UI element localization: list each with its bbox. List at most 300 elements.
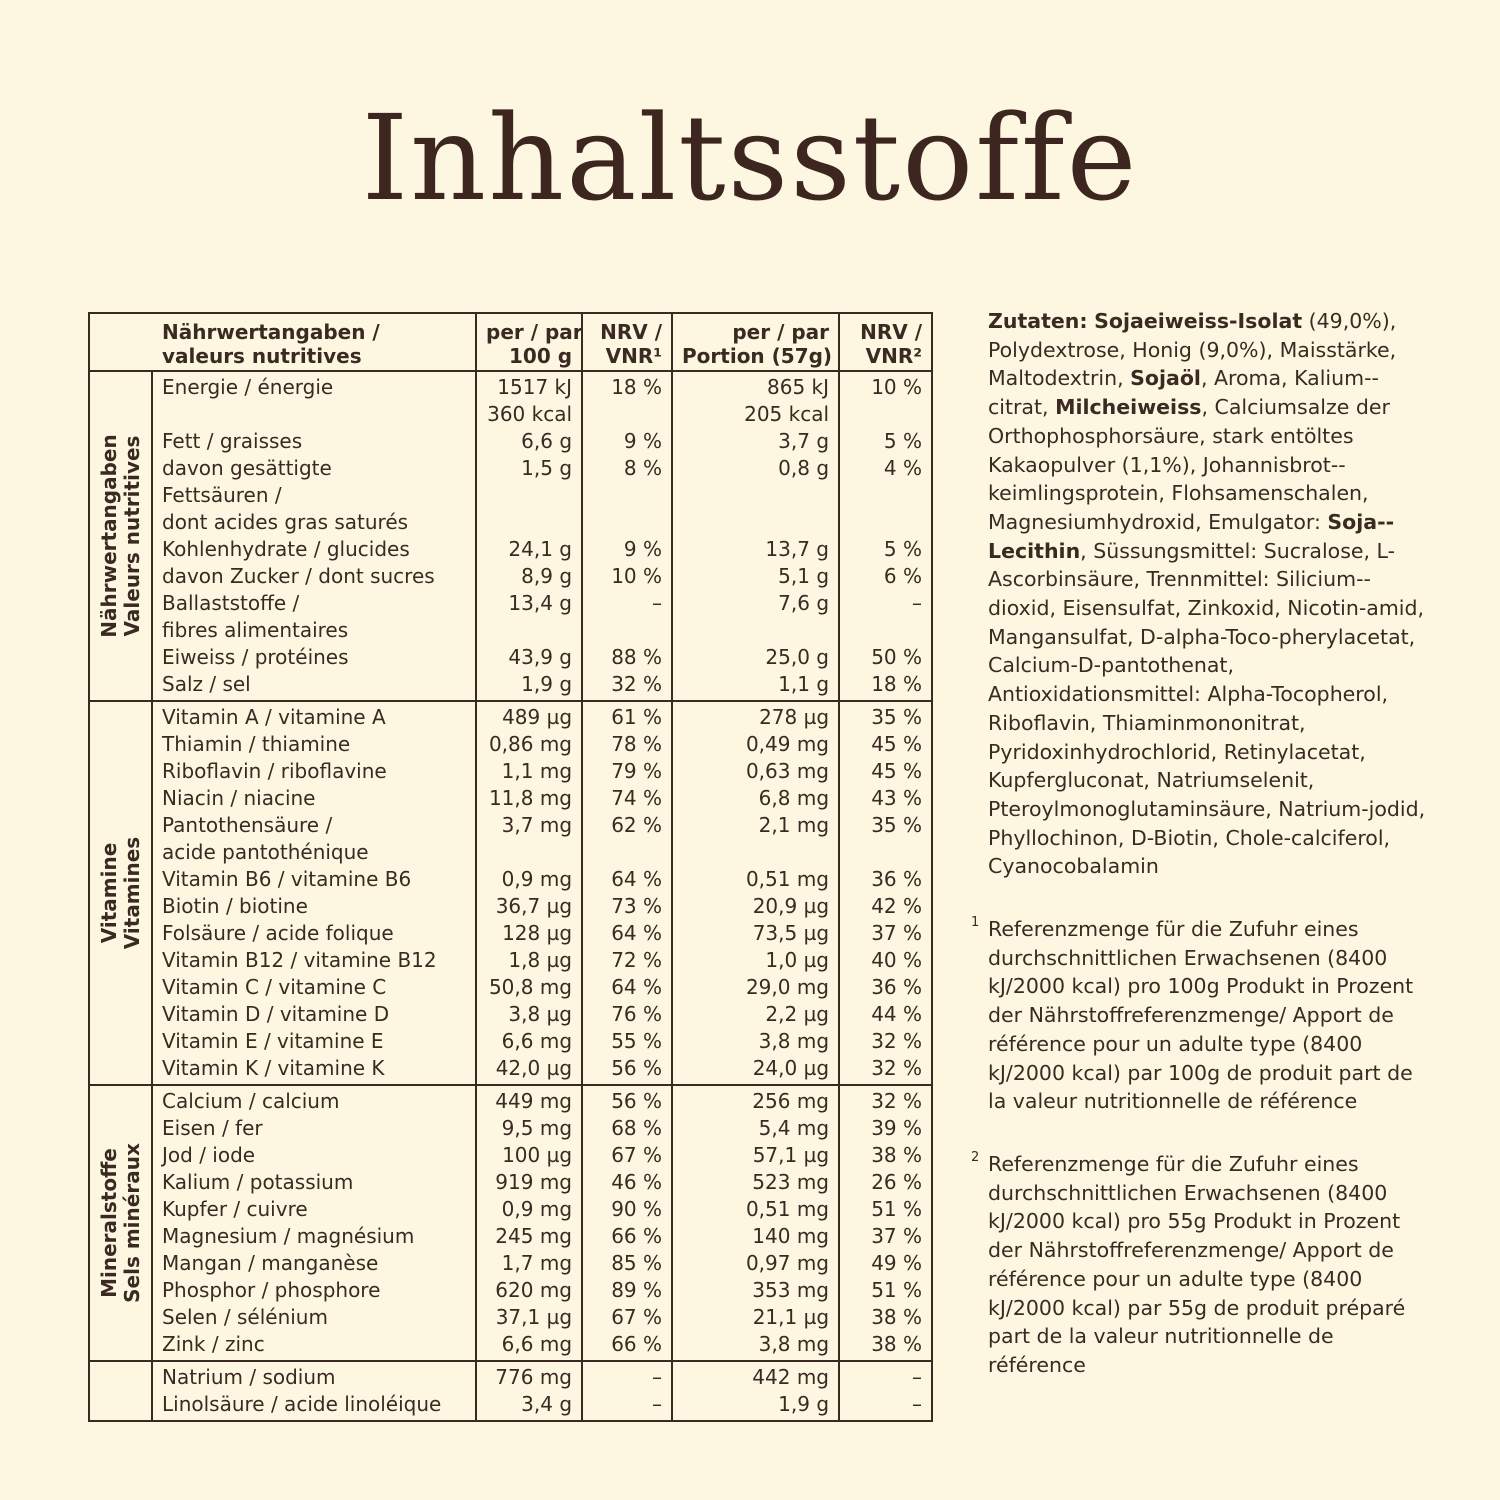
table-row [89,1001,932,1028]
value-portion-line: 25,0 g [765,645,830,669]
table-row [89,731,932,758]
nrv-portion: 50 % [839,644,932,671]
footnotes [971,915,1428,1380]
value-portion-line: 205 kcal [744,402,830,426]
header-nrv1: NRV / VNR¹ [582,313,672,371]
page-title: Inhaltsstoffe [361,89,1139,227]
value-per100-line: 3,4 g [521,1392,573,1416]
nutrient-name-line: Thiamin / thiamine [162,732,351,756]
value-per100 [476,1142,582,1169]
value-per100 [476,893,582,920]
nrv-per100: 74 % [582,785,672,812]
nrv-portion: 35 % [839,812,932,866]
section-label-line: Nährwertangaben [96,434,121,638]
value-portion [672,785,839,812]
nrv-portion: 32 % [839,1085,932,1115]
nutrient-name [152,1223,476,1250]
value-portion-line: 1,1 g [778,672,830,696]
ingredient-allergen: Sojaöl [1130,366,1201,391]
nrv-per100: 64 % [582,866,672,893]
nrv-per100: 10 % [582,563,672,590]
nrv-per100: 76 % [582,1001,672,1028]
section-label [98,837,144,949]
value-per100-line: 620 mg [495,1278,573,1302]
nrv-per100: 61 % [582,701,672,731]
value-per100 [476,1085,582,1115]
nrv-portion: 37 % [839,1223,932,1250]
table-row [89,536,932,563]
nrv-portion: 44 % [839,1001,932,1028]
nrv-portion: 32 % [839,1028,932,1055]
nutrient-name [152,1361,476,1391]
nrv-per100: 55 % [582,1028,672,1055]
section-label-cell [89,1085,152,1361]
nrv-portion: – [839,1391,932,1421]
nutrient-name [152,1196,476,1223]
nutrient-name-line: Vitamin K / vitamine K [162,1056,385,1080]
nrv-portion: 4 % [839,455,932,536]
nrv-per100: 89 % [582,1277,672,1304]
value-portion [672,671,839,701]
value-portion [672,563,839,590]
nutrient-name-line: Eiweiss / protéines [162,645,349,669]
table-row [89,1304,932,1331]
nrv-per100: 79 % [582,758,672,785]
value-portion-line: 256 mg [752,1089,830,1113]
nutrient-name-line: Ballaststoffe / [162,591,300,615]
nutrient-name [152,1304,476,1331]
nutrient-name-line: Linolsäure / acide linoléique [162,1392,442,1416]
nrv-per100: 72 % [582,947,672,974]
section-label-cell [89,701,152,1085]
value-per100-line: 6,6 mg [501,1332,573,1356]
nutrient-name [152,785,476,812]
value-per100-line: 3,8 µg [508,1002,573,1026]
value-per100-line: 489 µg [502,705,573,729]
value-per100-line: 1,9 g [521,672,573,696]
value-portion [672,974,839,1001]
header-nrv2: NRV / VNR² [839,313,932,371]
value-portion [672,1115,839,1142]
value-per100-line: 100 µg [502,1143,573,1167]
nrv-portion: 10 % [839,371,932,428]
value-portion [672,758,839,785]
nutrient-name-line: Folsäure / acide folique [162,921,394,945]
value-portion [672,1169,839,1196]
nutrient-name-line: Zink / zinc [162,1332,265,1356]
value-portion-line: 57,1 µg [752,1143,830,1167]
nrv-portion: 51 % [839,1196,932,1223]
nrv-portion: – [839,590,932,644]
value-per100 [476,1361,582,1391]
table-row [89,701,932,731]
value-portion-line: 442 mg [752,1365,830,1389]
footnote [971,915,1428,1116]
nutrient-name [152,1085,476,1115]
nrv-portion: 35 % [839,701,932,731]
nrv-per100: – [582,590,672,644]
nutrient-name [152,1391,476,1421]
value-per100 [476,1196,582,1223]
value-per100 [476,785,582,812]
nutrient-name [152,974,476,1001]
value-per100-line: 3,7 mg [501,813,573,837]
table-row [89,1196,932,1223]
table-row [89,1223,932,1250]
value-per100 [476,1115,582,1142]
nutrient-name [152,1169,476,1196]
nrv-portion: 5 % [839,428,932,455]
nutrient-name-line: Natrium / sodium [162,1365,336,1389]
value-portion-line: 6,8 mg [758,786,830,810]
value-per100 [476,1001,582,1028]
nrv-portion: 38 % [839,1331,932,1361]
ingredient-allergen: Soja-Lecithin [988,509,1395,563]
ingredients-label: Zutaten: [988,309,1088,333]
nrv-portion: 32 % [839,1055,932,1085]
nrv-portion: 26 % [839,1169,932,1196]
nrv-per100: 9 % [582,428,672,455]
table-row [89,1331,932,1361]
nutrient-name-line: Phosphor / phosphore [162,1278,381,1302]
nutrient-name-line: Biotin / biotine [162,894,308,918]
section-label-line: Mineralstoffe [96,1148,121,1298]
table-row [89,1391,932,1421]
nutrient-name [152,590,476,644]
nrv-per100: 78 % [582,731,672,758]
value-per100-line: 0,86 mg [488,732,573,756]
nutrient-name-line: Kalium / potassium [162,1170,354,1194]
value-portion-line: 353 mg [752,1278,830,1302]
nrv-per100: 90 % [582,1196,672,1223]
nutrient-name-line: Riboflavin / riboflavine [162,759,387,783]
value-per100 [476,590,582,644]
value-per100-line: 245 mg [495,1224,573,1248]
nutrient-name [152,1115,476,1142]
table-header-row [89,313,932,371]
table-row [89,1055,932,1085]
nutrient-name [152,893,476,920]
nrv-portion: 49 % [839,1250,932,1277]
nutrient-name-line: Calcium / calcium [162,1089,340,1113]
value-per100-line: 24,1 g [508,537,573,561]
nrv-per100: 56 % [582,1085,672,1115]
value-per100 [476,731,582,758]
nutrient-name-line: Kupfer / cuivre [162,1197,308,1221]
value-per100-line: 42,0 µg [495,1056,573,1080]
ingredients-panel [971,307,1428,1380]
footnote-mark: 2 [971,1149,980,1165]
nrv-per100: 46 % [582,1169,672,1196]
value-portion [672,1001,839,1028]
nrv-per100: 67 % [582,1304,672,1331]
value-portion [672,1277,839,1304]
value-portion [672,1250,839,1277]
value-portion [672,371,839,428]
nrv-per100: 8 % [582,455,672,536]
value-portion-line: 140 mg [752,1224,830,1248]
value-per100 [476,812,582,866]
value-portion-line: 0,49 mg [745,732,830,756]
value-portion-line: 3,7 g [778,429,830,453]
nutrient-name [152,758,476,785]
nutrient-name [152,644,476,671]
value-portion [672,644,839,671]
nrv-per100: 73 % [582,893,672,920]
table-row [89,1250,932,1277]
table-row [89,812,932,866]
footnote-mark: 1 [971,915,980,931]
header-per100: per / par 100 g [476,313,582,371]
value-portion-line: 0,51 mg [745,1197,830,1221]
nrv-portion: 45 % [839,758,932,785]
nutrient-name [152,536,476,563]
nutrient-name-line: Selen / sélénium [162,1305,328,1329]
nutrient-name-line: Energie / énergie [162,375,334,399]
section-label-line: Vitamines [119,836,144,950]
table-row [89,455,932,536]
nutrient-name [152,1277,476,1304]
ingredient-text: , Calciumsalze der Orthophosphorsäure, stark entöltes Kakaopulver (1,1%), Johannisbrot-keimlingsprotein, Flohsamenschalen, Magnesiumhydroxid, Emulgator: [988,395,1390,534]
value-portion [672,812,839,866]
value-per100-line: 50,8 mg [488,975,573,999]
value-portion-line: 0,63 mg [745,759,830,783]
nutrient-name-line: Eisen / fer [162,1116,263,1140]
table-row [89,1277,932,1304]
nutrient-name [152,1142,476,1169]
nutrient-name-line: davon Zucker / dont sucres [162,564,435,588]
table-row [89,1142,932,1169]
nrv-per100: 88 % [582,644,672,671]
value-per100 [476,671,582,701]
value-portion [672,731,839,758]
nutrient-name-line: Vitamin E / vitamine E [162,1029,384,1053]
table-row [89,590,932,644]
nrv-per100: 62 % [582,812,672,866]
table-row [89,1028,932,1055]
value-portion-line: 0,51 mg [745,867,830,891]
section-label-line: Valeurs nutritives [119,435,144,637]
value-per100 [476,866,582,893]
value-portion [672,1331,839,1361]
nutrient-name-line: Kohlenhydrate / glucides [162,537,410,561]
value-portion-line: 24,0 µg [752,1056,830,1080]
value-portion-line: 0,97 mg [745,1251,830,1275]
nrv-portion: 36 % [839,974,932,1001]
header-portion: per / par Portion (57g) [672,313,839,371]
nrv-portion: 38 % [839,1142,932,1169]
nutrient-name [152,920,476,947]
nutrient-name-line: Vitamin B12 / vitamine B12 [162,948,437,972]
nrv-per100: – [582,1361,672,1391]
table-row [89,758,932,785]
footnote-text: Referenzmenge für die Zufuhr eines durchschnittlichen Erwachsenen (8400 kJ/2000 kcal) pro 100g Produkt in Prozent der Nährstoffreferenzmenge/ Apport de référence pour un adulte type (8400 kJ/2000 kcal) par 100g de produit part de la valeur nutritionnelle de référence [988,917,1414,1114]
value-portion [672,1223,839,1250]
nutrition-table-body [89,371,932,1421]
nutrient-name [152,671,476,701]
value-portion-line: 13,7 g [765,537,830,561]
value-portion [672,455,839,536]
nutrient-name-line: Salz / sel [162,672,251,696]
nrv-per100: – [582,1391,672,1421]
nutrient-name [152,1331,476,1361]
value-per100-line: 11,8 mg [488,786,573,810]
value-per100 [476,1304,582,1331]
nutrient-name-line: fibres alimentaires [162,618,349,642]
table-row [89,671,932,701]
table-row [89,785,932,812]
value-portion-line: 1,9 g [778,1392,830,1416]
value-per100 [476,563,582,590]
value-per100 [476,1331,582,1361]
value-portion [672,428,839,455]
value-per100 [476,644,582,671]
value-per100-line: 43,9 g [508,645,573,669]
value-portion [672,536,839,563]
value-per100 [476,701,582,731]
value-per100-line: 0,9 mg [501,1197,573,1221]
nutrient-name [152,731,476,758]
value-per100-line: 360 kcal [487,402,573,426]
value-portion-line: 29,0 mg [745,975,830,999]
nrv-per100: 68 % [582,1115,672,1142]
ingredient-text: , Süssungsmittel: Sucralose, L-Ascorbinsäure, Trennmittel: Silicium-dioxid, Eisensulfat, Zinkoxid, Nicotin-amid, Mangansulfat, D-alpha-Toco-pherylacetat, Calcium-D-pantothenat, Antioxidationsmittel: Alpha-Tocopherol, Riboflavin, Thiaminmononitrat, Pyridoxinhydrochlorid, Retinylacetat, Kupfergluconat, Natriumselenit, Pteroylmonoglutaminsäure, Natrium-jodid, Phyllochinon, D-Biotin, Chole-calciferol, Cyanocobalamin [988,538,1426,879]
value-portion-line: 3,8 mg [758,1332,830,1356]
table-row [89,920,932,947]
value-portion [672,866,839,893]
value-per100 [476,974,582,1001]
value-portion [672,1361,839,1391]
nutrient-name [152,812,476,866]
table-row [89,947,932,974]
nutrient-name [152,1055,476,1085]
nutrient-name [152,1028,476,1055]
nutrient-name [152,428,476,455]
value-per100 [476,1391,582,1421]
nrv-per100: 64 % [582,974,672,1001]
section-label-line: Sels minéraux [119,1143,144,1303]
nrv-portion: 18 % [839,671,932,701]
value-per100 [476,536,582,563]
nutrient-name-line: Fett / graisses [162,429,303,453]
nrv-per100: 18 % [582,371,672,428]
value-portion [672,1085,839,1115]
table-row [89,644,932,671]
value-per100 [476,1277,582,1304]
value-portion [672,1055,839,1085]
nrv-portion: 40 % [839,947,932,974]
nutrient-name [152,1001,476,1028]
table-row [89,1115,932,1142]
value-per100 [476,1250,582,1277]
table-row [89,866,932,893]
section-label-cell [89,1361,152,1421]
value-portion [672,1304,839,1331]
table-row [89,1085,932,1115]
value-per100-line: 1,8 µg [508,948,573,972]
section-label [98,434,144,637]
nrv-per100: 85 % [582,1250,672,1277]
header-name: Nährwertangaben / valeurs nutritives [89,313,476,371]
value-portion-line: 865 kJ [767,375,830,399]
nutrient-name-line: Vitamin B6 / vitamine B6 [162,867,412,891]
value-per100-line: 36,7 µg [495,894,573,918]
value-per100 [476,1055,582,1085]
value-portion-line: 73,5 µg [752,921,830,945]
value-per100-line: 6,6 g [521,429,573,453]
value-per100-line: 919 mg [495,1170,573,1194]
nrv-per100: 66 % [582,1223,672,1250]
nutrient-name-line: Jod / iode [162,1143,256,1167]
table-row [89,371,932,428]
value-portion [672,893,839,920]
nrv-portion: 38 % [839,1304,932,1331]
value-per100-line: 37,1 µg [495,1305,573,1329]
value-per100 [476,1169,582,1196]
ingredient-text: , Aroma, Kalium-citrat, [988,366,1379,420]
value-per100-line: 449 mg [495,1089,573,1113]
value-portion-line: 5,1 g [778,564,830,588]
value-per100 [476,920,582,947]
value-portion [672,590,839,644]
value-per100 [476,371,582,428]
table-row [89,1361,932,1391]
nutrient-name-line: dont acides gras saturés [162,510,409,534]
value-per100 [476,455,582,536]
nrv-portion: 51 % [839,1277,932,1304]
ingredient-allergen: Milcheiweiss [1055,395,1202,420]
nutrient-name [152,371,476,428]
nrv-portion: 39 % [839,1115,932,1142]
value-per100 [476,758,582,785]
nutrient-name-line: Magnesium / magnésium [162,1224,415,1248]
value-portion-line: 0,8 g [778,456,830,480]
footnote-text: Referenzmenge für die Zufuhr eines durchschnittlichen Erwachsenen (8400 kJ/2000 kcal) pro 55g Produkt in Prozent der Nährstoffreferenzmenge/ Apport de référence pour un adulte type (8400 kJ/2000 kcal) par 55g de produit préparé part de la valeur nutritionnelle de référence [988,1151,1406,1377]
value-portion-line: 523 mg [752,1170,830,1194]
value-per100-line: 13,4 g [508,591,573,615]
nutrient-name-line: Niacin / niacine [162,786,316,810]
nutrient-name [152,701,476,731]
nrv-per100: 67 % [582,1142,672,1169]
value-per100-line: 6,6 mg [501,1029,573,1053]
value-portion [672,701,839,731]
value-portion-line: 2,2 µg [765,1002,830,1026]
value-portion-line: 3,8 mg [758,1029,830,1053]
value-portion-line: 5,4 mg [758,1116,830,1140]
nutrient-name [152,947,476,974]
nrv-per100: 64 % [582,920,672,947]
value-per100 [476,428,582,455]
value-per100-line: 1,7 mg [501,1251,573,1275]
nutrient-name-line: Mangan / manganèse [162,1251,379,1275]
nutrient-name-line: Fettsäuren / [162,483,282,507]
value-portion [672,1142,839,1169]
ingredient-allergen: Sojaeiweiss-Isolat [1094,309,1303,333]
nrv-portion: – [839,1361,932,1391]
table-row [89,563,932,590]
value-portion [672,1196,839,1223]
table-row [89,974,932,1001]
nutrient-name-line: Vitamin A / vitamine A [162,705,386,729]
value-portion-line: 1,0 µg [765,948,830,972]
nutrient-name-line: davon gesättigte [162,456,332,480]
nrv-portion: 43 % [839,785,932,812]
nutrient-name-line: acide pantothénique [162,840,369,864]
value-per100-line: 1517 kJ [497,375,573,399]
section-label-line: Vitamine [96,842,121,944]
value-per100 [476,1223,582,1250]
table-row [89,893,932,920]
